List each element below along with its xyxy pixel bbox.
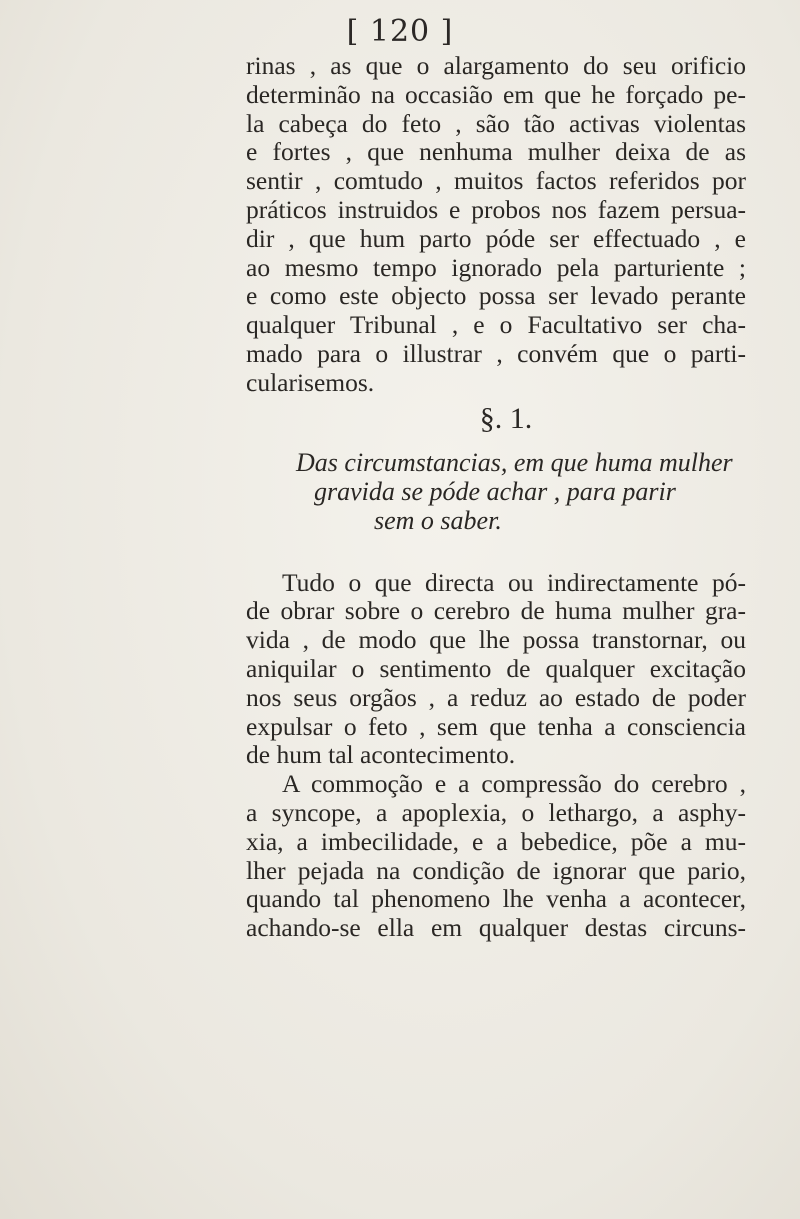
text-line: nos seus orgãos , a reduz ao estado de poder (246, 682, 746, 712)
text-line: e fortes , que nenhuma mulher deixa de as (246, 137, 746, 167)
text-line: rinas , as que o alargamento do seu orificio (246, 51, 746, 80)
text-line: determinão na occasião em que he forçado pe- (246, 79, 746, 109)
paragraph-1 (246, 52, 746, 398)
text-line: ao mesmo tempo ignorado pela parturiente ; (246, 252, 746, 282)
text-line: qualquer Tribunal , e o Facultativo ser cha- (246, 310, 746, 340)
text-line: achando-se ella em qualquer destas circuns- (246, 913, 746, 943)
text-line: expulsar o feto , sem que tenha a consciencia (246, 711, 746, 741)
page-text (246, 52, 746, 943)
heading-line: gravida se póde achar , para parir (314, 476, 676, 506)
text-line: mado para o illustrar , convém que o parti- (246, 338, 746, 368)
text-line: quando tal phenomeno lhe venha a acontecer, (246, 884, 746, 914)
spacer (246, 535, 746, 569)
text-line: xia, a imbecilidade, e a bebedice, põe a mu- (246, 826, 746, 856)
text-line: cularisemos. (246, 367, 375, 397)
paragraph-2 (246, 569, 746, 771)
text-line: Tudo o que directa ou indirectamente pó- (282, 567, 746, 597)
section-mark: §. 1. (479, 401, 533, 435)
text-line: a syncope, a apoplexia, o lethargo, a asphy- (246, 797, 746, 827)
text-line: lher pejada na condição de ignorar que pario, (246, 855, 746, 885)
section-heading (246, 448, 746, 535)
text-line: aniquilar o sentimento de qualquer excitação (246, 653, 746, 683)
text-line: sentir , comtudo , muitos factos referidos por (246, 166, 746, 196)
text-line: la cabeça do feto , são tão activas violentas (246, 108, 746, 138)
heading-line: sem o saber. (374, 505, 502, 535)
paragraph-3 (246, 770, 746, 943)
text-line: dir , que hum parto póde ser effectuado , e (246, 223, 746, 253)
text-line: práticos instruidos e probos nos fazem persua- (246, 194, 746, 224)
page-number: [ 120 ] (346, 14, 454, 49)
text-line: de obrar sobre o cerebro de huma mulher gra- (246, 596, 746, 626)
text-line: A commoção e a compressão do cerebro , (282, 769, 746, 799)
text-line: de hum tal acontecimento. (246, 740, 516, 770)
heading-line: Das circumstancias, em que huma mulher (296, 447, 733, 477)
text-line: e como este objecto possa ser levado perante (246, 281, 746, 311)
text-line: vida , de modo que lhe possa transtornar, ou (246, 625, 746, 655)
